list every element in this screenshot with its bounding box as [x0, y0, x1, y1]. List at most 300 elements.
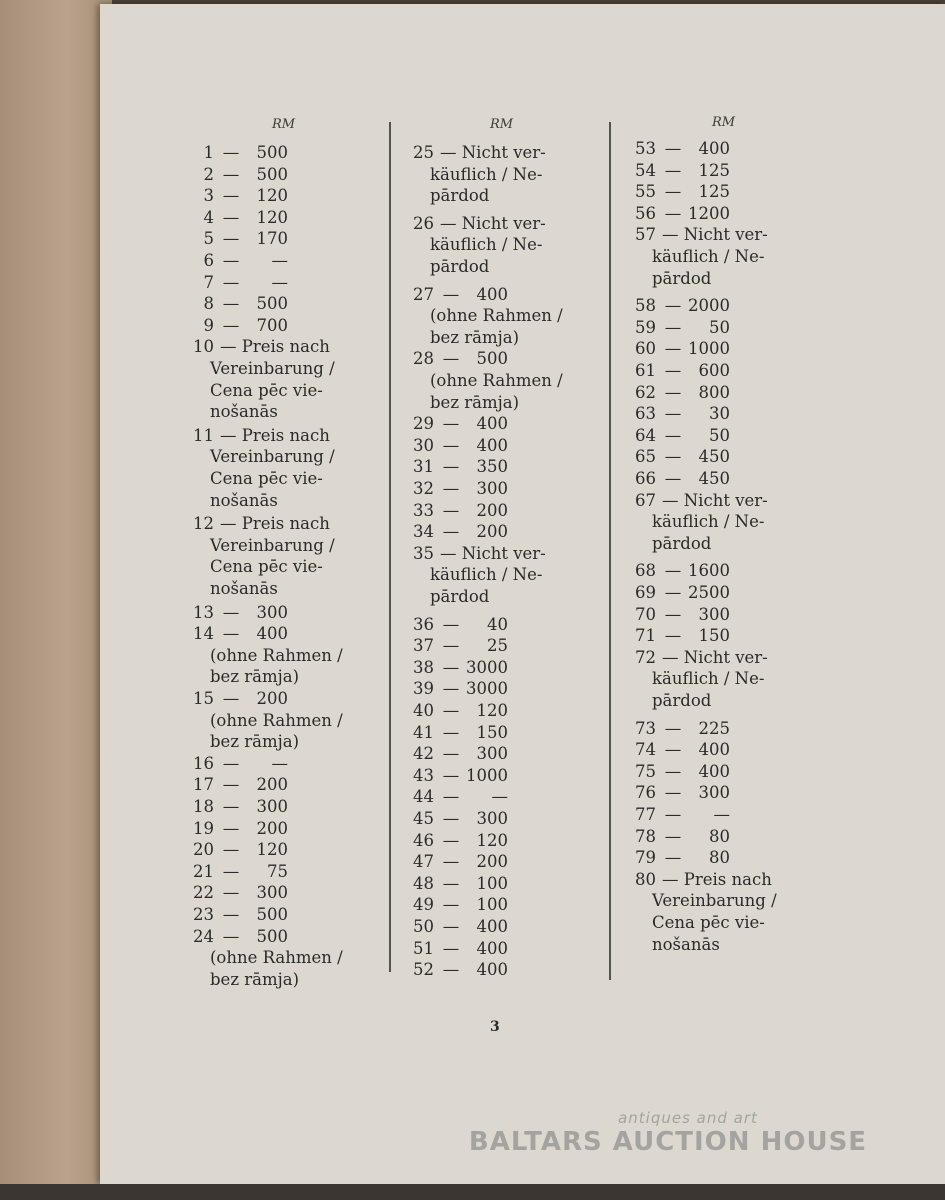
dash-separator: —	[222, 251, 240, 270]
price-entry-line	[628, 181, 730, 203]
lot-number: 4	[203, 207, 214, 227]
lot-number: 24	[193, 926, 214, 946]
dash-separator: —	[222, 315, 240, 335]
frame-note: (ohne Rahmen /	[210, 710, 343, 730]
price-value: 3000	[466, 679, 508, 699]
price-value: 500	[476, 349, 508, 369]
price-entry-line	[186, 882, 288, 904]
price-entry	[628, 203, 730, 225]
dash-separator: —	[442, 479, 460, 498]
price-entry	[406, 894, 508, 916]
price-entry	[406, 284, 563, 349]
lot-number: 48	[413, 873, 434, 893]
dash-separator: —	[222, 797, 240, 816]
price-note: Vereinbarung /	[210, 447, 335, 467]
price-entry	[406, 543, 546, 608]
price-entry	[628, 490, 768, 555]
lot-number: 62	[635, 382, 656, 402]
price-entry	[628, 826, 730, 848]
price-entry	[628, 847, 730, 869]
price-entry	[186, 818, 288, 840]
price-entry-line	[406, 830, 508, 852]
price-value: 300	[698, 604, 730, 624]
price-entry-line	[406, 808, 508, 830]
dash-separator: —	[222, 164, 240, 184]
price-entry-line	[628, 446, 730, 468]
price-entry	[628, 403, 730, 425]
price-value: 200	[256, 775, 288, 795]
price-entry	[628, 425, 730, 447]
price-value: 25	[487, 636, 508, 656]
price-entry	[628, 647, 768, 712]
price-note: pārdod	[430, 586, 490, 606]
price-note: Cena pēc vie-	[210, 468, 323, 488]
price-note: — Nicht ver-	[662, 490, 768, 510]
lot-number: 51	[413, 938, 434, 958]
lot-number: 12	[193, 514, 214, 534]
dash-separator: —	[442, 852, 460, 872]
price-value: 170	[256, 229, 288, 249]
price-note: — Preis nach	[662, 869, 772, 889]
price-entry	[406, 765, 508, 787]
price-entry	[186, 926, 343, 991]
price-value: 225	[698, 718, 730, 738]
price-entry	[628, 446, 730, 468]
dash-separator: —	[442, 960, 460, 980]
lot-number: 5	[203, 229, 214, 249]
dash-separator: —	[222, 186, 240, 206]
price-entry-line	[186, 207, 288, 229]
price-value: 800	[698, 382, 730, 402]
dash-separator: —	[664, 783, 682, 803]
price-value: 400	[476, 414, 508, 434]
price-entry-line	[186, 753, 288, 775]
lot-number: 69	[635, 583, 656, 602]
price-entry	[186, 623, 343, 688]
dash-separator: —	[664, 404, 682, 424]
price-entry-line	[406, 614, 508, 636]
lot-number: 38	[413, 657, 434, 677]
price-entry	[186, 513, 335, 599]
lot-number: 78	[635, 826, 656, 846]
dash-separator: —	[442, 457, 460, 477]
dash-separator: —	[664, 740, 682, 760]
price-entry-line	[628, 560, 730, 582]
price-note: Cena pēc vie-	[210, 557, 323, 577]
price-entry	[628, 761, 730, 783]
lot-number: 75	[635, 761, 656, 781]
dash-separator: —	[664, 296, 682, 316]
lot-number: 45	[413, 809, 434, 828]
watermark-tagline: antiques and art	[618, 1109, 758, 1127]
price-entry	[628, 295, 730, 317]
price-entry-line	[186, 904, 288, 926]
lot-number: 50	[413, 917, 434, 936]
price-value: 400	[476, 284, 508, 304]
lot-number: 56	[635, 203, 656, 223]
dash-separator: —	[222, 818, 240, 838]
price-value: 400	[476, 917, 508, 936]
price-entry-line	[628, 360, 730, 382]
price-entry	[628, 739, 730, 761]
price-note: — Preis nach	[220, 337, 330, 357]
column-header-currency: RM	[490, 117, 514, 132]
price-value: 300	[476, 479, 508, 498]
dash-separator: —	[442, 614, 460, 634]
dash-separator: —	[442, 414, 460, 434]
price-entry	[406, 851, 508, 873]
price-entry-line	[628, 468, 730, 490]
price-value: 450	[698, 469, 730, 488]
frame-note: bez rāmja)	[430, 327, 520, 347]
lot-number: 27	[413, 284, 434, 304]
lot-number: 16	[193, 753, 214, 773]
price-entry	[628, 160, 730, 182]
lot-number: 74	[635, 740, 656, 760]
price-entry-line	[628, 847, 730, 869]
dash-separator: —	[664, 826, 682, 846]
lot-number: 77	[635, 805, 656, 824]
lot-number: 65	[635, 447, 656, 467]
price-value: 75	[267, 861, 288, 881]
price-entry	[186, 753, 288, 775]
price-entry-line	[628, 425, 730, 447]
price-entry-line	[628, 338, 730, 360]
dash-separator: —	[442, 809, 460, 828]
lot-number: 49	[413, 895, 434, 915]
lot-number: 72	[635, 647, 656, 667]
lot-number: 52	[413, 960, 434, 980]
dash-separator: —	[442, 938, 460, 958]
price-value: 100	[476, 873, 508, 893]
price-entry	[628, 869, 777, 955]
price-value: 400	[698, 139, 730, 158]
price-entry	[628, 604, 730, 626]
price-entry	[406, 413, 508, 435]
price-entry-line	[186, 250, 288, 272]
dash-separator: —	[664, 561, 682, 581]
price-note: pārdod	[652, 690, 712, 710]
watermark-name: BALTARS AUCTION HOUSE	[468, 1127, 868, 1157]
price-entry	[406, 456, 508, 478]
price-value: 300	[256, 797, 288, 816]
price-value: 400	[476, 938, 508, 958]
price-entry	[406, 635, 508, 657]
column-divider	[609, 122, 611, 980]
price-entry-line	[406, 478, 508, 500]
dash-separator: —	[664, 182, 682, 202]
price-entry	[186, 272, 288, 294]
dash-separator: —	[222, 926, 240, 946]
price-value: 200	[476, 500, 508, 520]
price-value: 400	[698, 740, 730, 760]
lot-number: 8	[203, 294, 214, 314]
lot-number: 25	[413, 143, 434, 162]
frame-note: bez rāmja)	[430, 392, 520, 412]
price-entry	[406, 500, 508, 522]
dash-separator: —	[664, 160, 682, 180]
price-value: 350	[476, 457, 508, 477]
lot-number: 59	[635, 317, 656, 337]
price-entry-line	[628, 604, 730, 626]
lot-number: 76	[635, 783, 656, 803]
price-entry	[186, 207, 288, 229]
price-note: käuflich / Ne-	[652, 246, 765, 266]
price-entry-line	[186, 926, 343, 948]
price-entry-first-line	[628, 647, 768, 669]
price-note: — Nicht ver-	[662, 225, 768, 245]
price-entry	[186, 142, 288, 164]
dash-separator: —	[664, 361, 682, 380]
price-entry	[628, 782, 730, 804]
price-value: 500	[256, 926, 288, 946]
price-entry	[406, 959, 508, 981]
dash-separator: —	[664, 805, 682, 824]
price-value: —	[271, 251, 288, 270]
dash-separator: —	[222, 905, 240, 924]
dash-separator: —	[442, 787, 460, 807]
dash-separator: —	[442, 679, 460, 699]
price-entry	[186, 688, 343, 753]
dash-separator: —	[442, 744, 460, 764]
lot-number: 70	[635, 604, 656, 624]
dash-separator: —	[664, 718, 682, 738]
lot-number: 80	[635, 869, 656, 889]
price-entry-line	[186, 861, 288, 883]
price-note: käuflich / Ne-	[430, 164, 543, 184]
price-entry	[186, 904, 288, 926]
dash-separator: —	[442, 830, 460, 850]
price-value: 125	[698, 182, 730, 202]
price-value: 450	[698, 447, 730, 467]
background-strip	[0, 1184, 945, 1200]
dash-separator: —	[222, 272, 240, 292]
price-entry	[406, 873, 508, 895]
price-value: 200	[256, 818, 288, 838]
dash-separator: —	[222, 624, 240, 644]
price-entry	[406, 521, 508, 543]
price-value: 400	[698, 761, 730, 781]
price-entry-line	[628, 382, 730, 404]
dash-separator: —	[442, 522, 460, 542]
dash-separator: —	[442, 873, 460, 893]
price-entry-line	[406, 938, 508, 960]
price-entry	[406, 786, 508, 808]
price-note: — Nicht ver-	[440, 543, 546, 563]
lot-number: 54	[635, 160, 656, 180]
price-entry-line	[406, 413, 508, 435]
frame-note: (ohne Rahmen /	[430, 370, 563, 390]
price-value: 30	[709, 404, 730, 424]
dash-separator: —	[442, 701, 460, 720]
price-entry-line	[406, 786, 508, 808]
price-entry	[186, 882, 288, 904]
price-entry	[186, 293, 288, 315]
lot-number: 73	[635, 718, 656, 738]
lot-number: 14	[193, 624, 214, 644]
lot-number: 35	[413, 543, 434, 563]
price-entry	[186, 861, 288, 883]
price-entry-first-line	[186, 513, 335, 535]
lot-number: 1	[203, 143, 214, 162]
price-value: 80	[709, 826, 730, 846]
price-entry-line	[406, 873, 508, 895]
lot-number: 15	[193, 689, 214, 708]
price-entry	[628, 224, 768, 289]
price-value: 200	[476, 852, 508, 872]
lot-number: 68	[635, 561, 656, 581]
frame-note: bez rāmja)	[210, 667, 300, 687]
price-value: 100	[476, 895, 508, 915]
dash-separator: —	[222, 207, 240, 227]
dash-separator: —	[664, 139, 682, 158]
price-note: Vereinbarung /	[210, 535, 335, 555]
frame-note: (ohne Rahmen /	[210, 948, 343, 968]
dash-separator: —	[222, 840, 240, 860]
dash-separator: —	[664, 382, 682, 402]
dash-separator: —	[664, 339, 682, 359]
price-entry-line	[628, 804, 730, 826]
lot-number: 32	[413, 479, 434, 498]
price-entry-line	[186, 293, 288, 315]
price-value: —	[713, 805, 730, 824]
dash-separator: —	[222, 689, 240, 708]
price-entry	[406, 614, 508, 636]
dash-separator: —	[222, 294, 240, 314]
price-value: 50	[709, 425, 730, 445]
price-entry-line	[628, 295, 730, 317]
price-entry-line	[406, 435, 508, 457]
price-note: käuflich / Ne-	[430, 235, 543, 255]
price-value: 400	[476, 960, 508, 980]
price-entry	[406, 938, 508, 960]
price-entry-line	[628, 403, 730, 425]
price-entry-line	[406, 722, 508, 744]
dash-separator: —	[222, 753, 240, 773]
price-entry	[186, 602, 288, 624]
lot-number: 20	[193, 840, 214, 860]
price-note: nošanās	[210, 578, 278, 598]
price-entry-line	[406, 894, 508, 916]
price-value: 700	[256, 315, 288, 335]
lot-number: 26	[413, 213, 434, 233]
column-header-currency: RM	[272, 117, 296, 132]
price-entry-line	[406, 916, 508, 938]
price-note: käuflich / Ne-	[652, 669, 765, 689]
price-entry-line	[186, 185, 288, 207]
dash-separator: —	[442, 722, 460, 742]
price-value: 120	[256, 207, 288, 227]
lot-number: 60	[635, 339, 656, 359]
price-entry-line	[406, 284, 563, 306]
dash-separator: —	[222, 602, 240, 622]
price-entry-line	[628, 582, 730, 604]
lot-number: 33	[413, 500, 434, 520]
lot-number: 41	[413, 722, 434, 742]
lot-number: 46	[413, 830, 434, 850]
price-value: 1000	[688, 339, 730, 359]
price-entry-line	[406, 521, 508, 543]
price-entry-line	[186, 142, 288, 164]
price-note: käuflich / Ne-	[652, 512, 765, 532]
lot-number: 10	[193, 337, 214, 357]
page-number: 3	[490, 1019, 500, 1035]
price-entry	[186, 164, 288, 186]
price-entry-line	[628, 160, 730, 182]
price-note: — Nicht ver-	[440, 143, 546, 162]
lot-number: 13	[193, 602, 214, 622]
price-note: käuflich / Ne-	[430, 565, 543, 585]
price-entry	[186, 839, 288, 861]
lot-number: 9	[203, 315, 214, 335]
price-value: 125	[698, 160, 730, 180]
price-entry	[628, 560, 730, 582]
lot-number: 47	[413, 852, 434, 872]
dash-separator: —	[664, 583, 682, 602]
price-value: 600	[698, 361, 730, 380]
dash-separator: —	[222, 143, 240, 162]
price-entry	[406, 678, 508, 700]
lot-number: 53	[635, 139, 656, 158]
price-entry-first-line	[406, 142, 546, 164]
lot-number: 29	[413, 414, 434, 434]
auction-house-watermark	[468, 1109, 868, 1157]
lot-number: 79	[635, 848, 656, 868]
price-entry	[406, 743, 508, 765]
price-entry	[628, 382, 730, 404]
booklet-cover-edge	[0, 0, 112, 1200]
price-note: Cena pēc vie-	[210, 380, 323, 400]
price-entry	[186, 250, 288, 272]
dash-separator: —	[664, 626, 682, 646]
price-entry-line	[186, 602, 288, 624]
price-note: pārdod	[652, 533, 712, 553]
dash-separator: —	[664, 604, 682, 624]
price-note: — Preis nach	[220, 514, 330, 534]
price-entry-line	[406, 851, 508, 873]
price-entry	[628, 468, 730, 490]
price-note: Vereinbarung /	[210, 358, 335, 378]
dash-separator: —	[664, 425, 682, 445]
frame-note: (ohne Rahmen /	[430, 306, 563, 326]
dash-separator: —	[442, 895, 460, 915]
price-value: 2000	[688, 296, 730, 316]
dash-separator: —	[664, 317, 682, 337]
price-entry	[628, 317, 730, 339]
price-value: 500	[256, 143, 288, 162]
lot-number: 11	[193, 425, 214, 445]
lot-number: 23	[193, 905, 214, 924]
price-entry-line	[628, 739, 730, 761]
price-entry-line	[186, 818, 288, 840]
price-entry-line	[628, 317, 730, 339]
frame-note: bez rāmja)	[210, 732, 300, 752]
price-note: pārdod	[430, 186, 490, 206]
price-entry-first-line	[186, 425, 335, 447]
price-entry	[406, 722, 508, 744]
price-entry-line	[628, 138, 730, 160]
price-value: 1200	[688, 203, 730, 223]
price-note: pārdod	[430, 256, 490, 276]
frame-note: (ohne Rahmen /	[210, 645, 343, 665]
price-entry-line	[406, 456, 508, 478]
price-value: 300	[476, 744, 508, 764]
price-value: 3000	[466, 657, 508, 677]
price-entry	[186, 425, 335, 511]
price-entry-line	[406, 500, 508, 522]
price-note: nošanās	[652, 934, 720, 954]
price-entry-first-line	[628, 224, 768, 246]
